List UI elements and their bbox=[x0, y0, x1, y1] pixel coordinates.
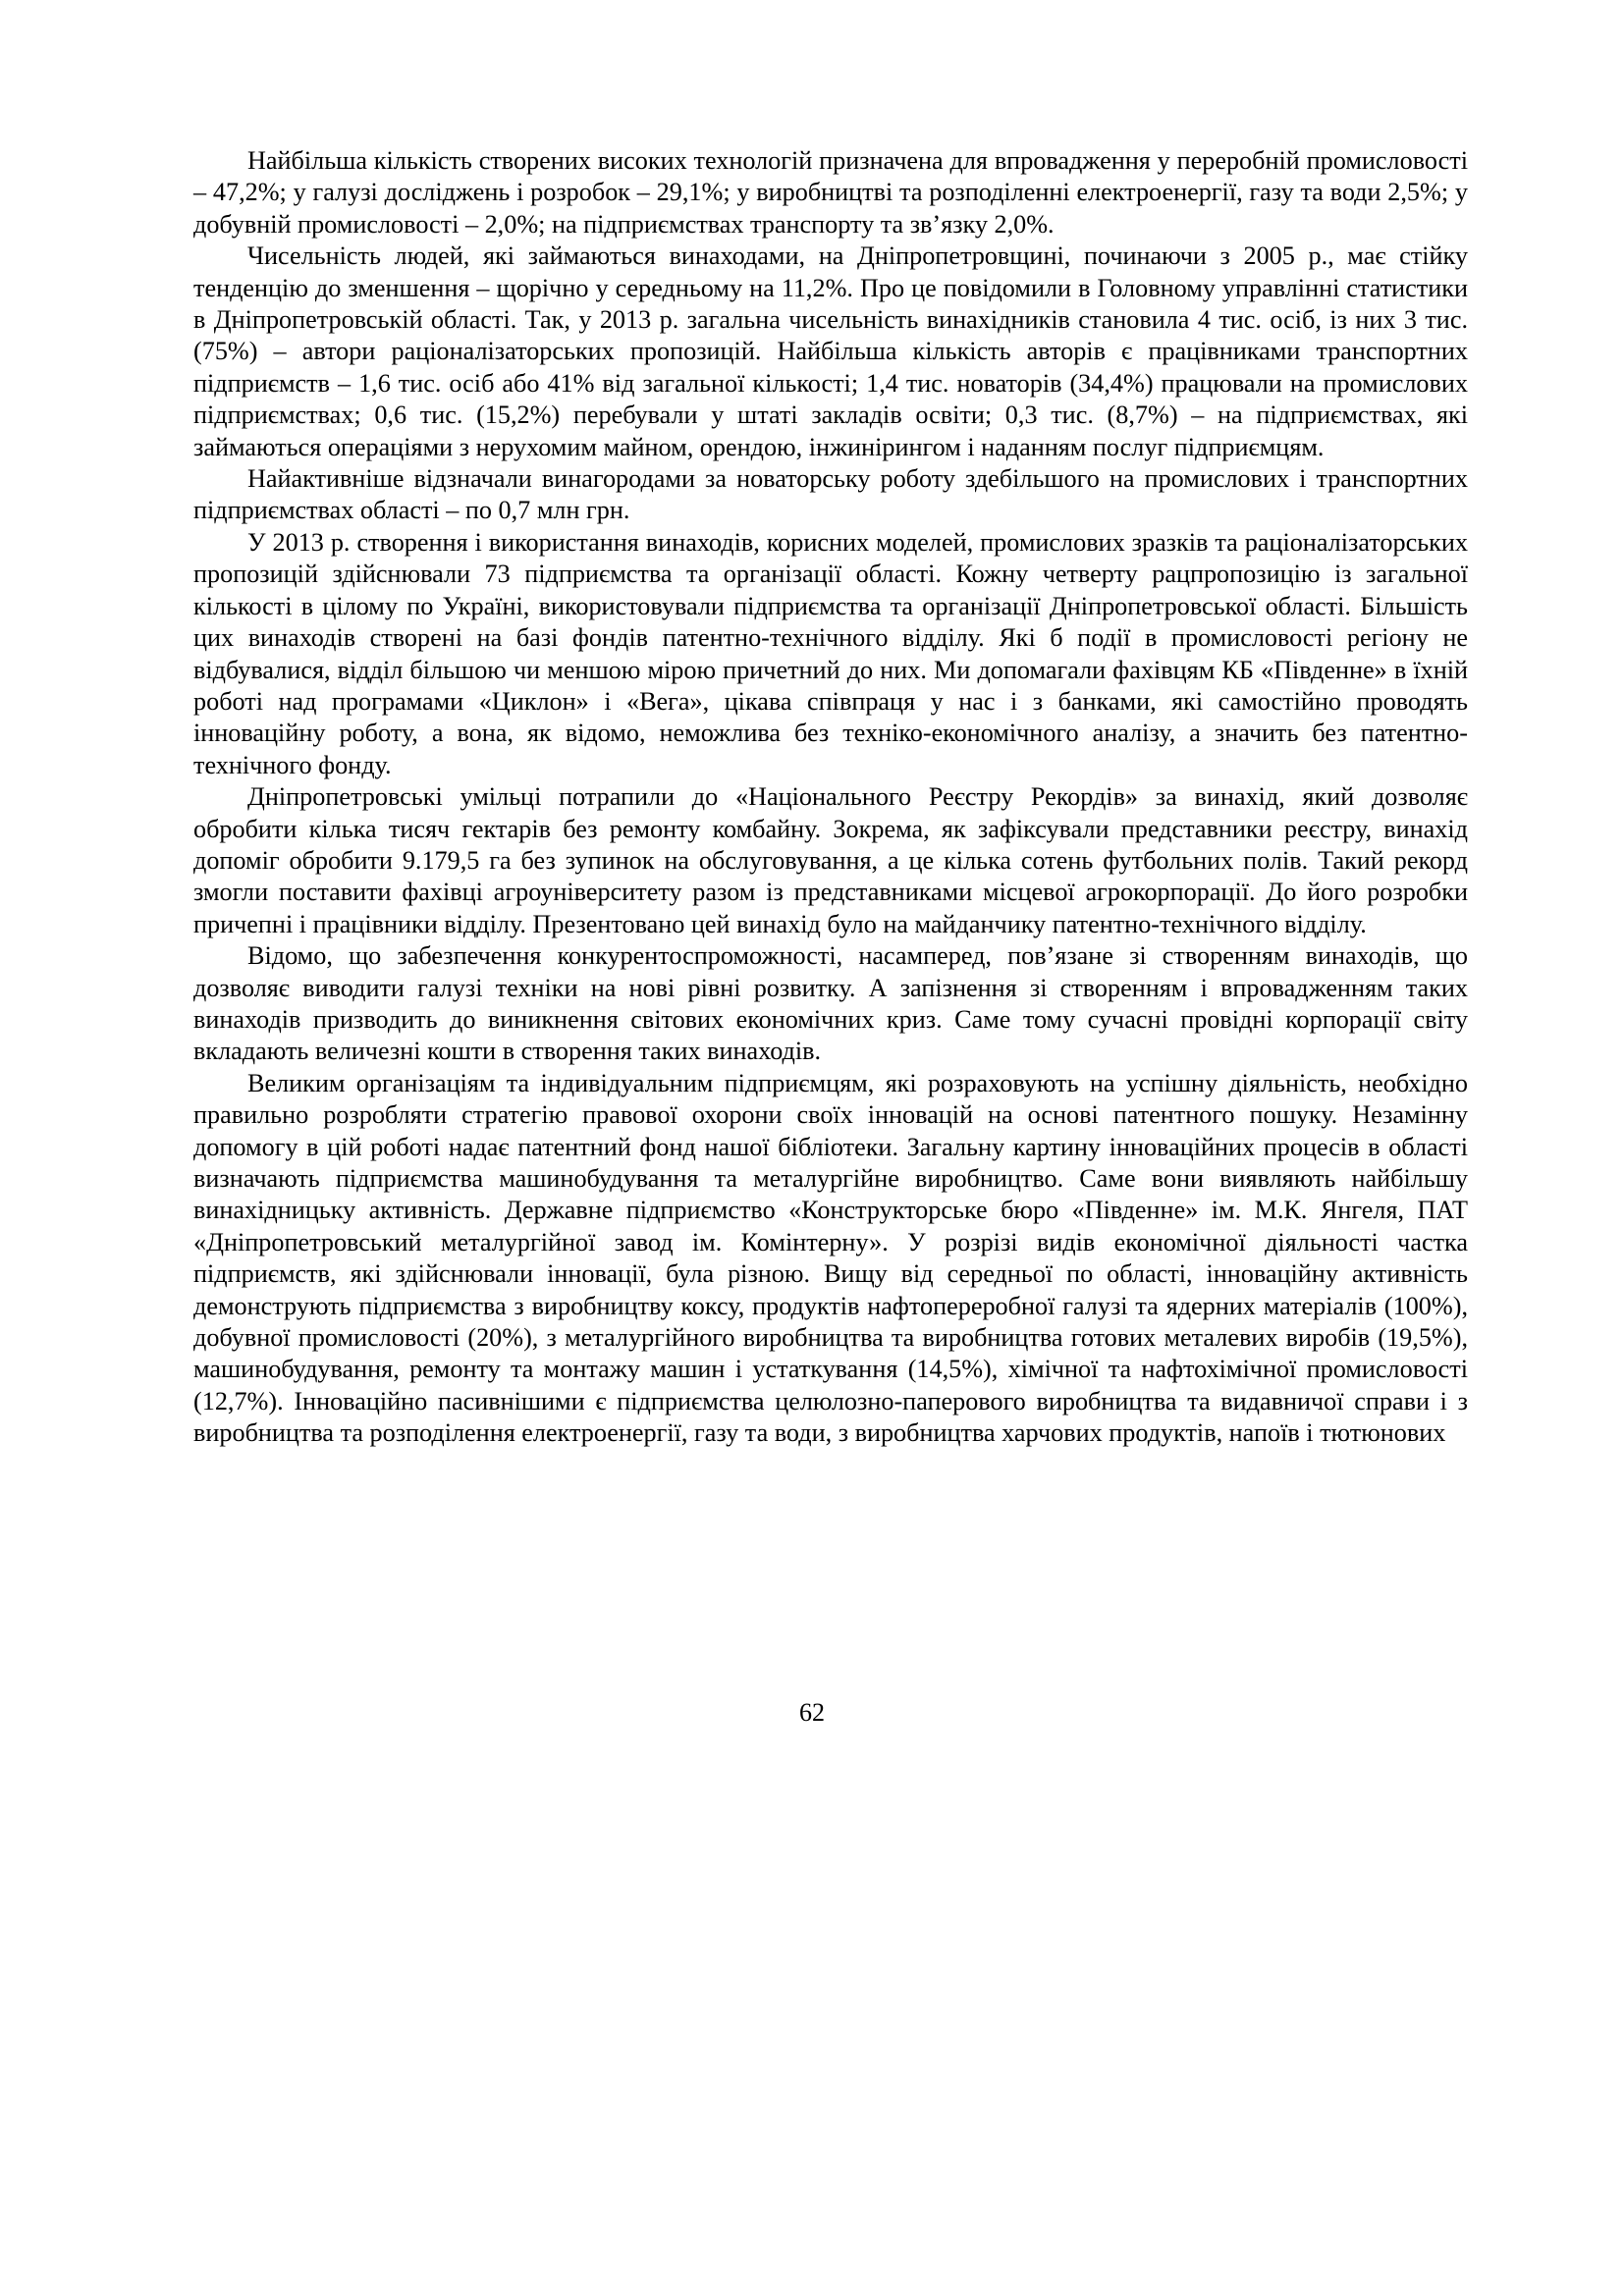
paragraph: У 2013 р. створення і використання винаходів, корисних моделей, промислових зразків та раціоналізаторських пропозицій здійснювали 73 підприємства та організації області. Кожну четверту рацпропозицію із загальної кількості в цілому по Україні, використовували підприємства та організації Дніпропетровської області. Більшість цих винаходів створені на базі фондів патентно-технічного відділу. Які б події в промисловості регіону не відбувалися, відділ більшою чи меншою мірою причетний до них. Ми допомагали фахівцям КБ «Південне» в їхній роботі над програмами «Циклон» і «Вега», цікава співпраця у нас і з банками, які самостійно проводять інноваційну роботу, а вона, як відомо, неможлива без техніко-економічного аналізу, а значить без патентно-технічного фонду. bbox=[193, 527, 1468, 779]
paragraph: Чисельність людей, які займаються винаходами, на Дніпропетровщині, починаючи з 2005 р., має стійку тенденцію до зменшення – щорічно у середньому на 11,2%. Про це повідомили в Головному управлінні статистики в Дніпропетровській області. Так, у 2013 р. загальна чисельність винахідників становила 4 тис. осіб, із них 3 тис. (75%) – автори раціоналізаторських пропозицій. Найбільша кількість авторів є працівниками транспортних підприємств – 1,6 тис. осіб або 41% від загальної кількості; 1,4 тис. новаторів (34,4%) працювали на промислових підприємствах; 0,6 тис. (15,2%) перебували у штаті закладів освіти; 0,3 тис. (8,7%) – на підприємствах, які займаються операціями з нерухомим майном, орендою, інжинірингом і наданням послуг підприємцям. bbox=[193, 241, 1468, 461]
page-number: 62 bbox=[799, 1698, 825, 1727]
paragraph: Найактивніше відзначали винагородами за новаторську роботу здебільшого на промислових і транспортних підприємствах області – по 0,7 млн грн. bbox=[193, 464, 1468, 525]
paragraph: Дніпропетровські умільці потрапили до «Національного Реєстру Рекордів» за винахід, який дозволяє обробити кілька тисяч гектарів без ремонту комбайну. Зокрема, як зафіксували представники реєстру, винахід допоміг обробити 9.179,5 га без зупинок на обслуговування, а це кілька сотень футбольних полів. Такий рекорд змогли поставити фахівці агроуніверситету разом із представниками місцевої агрокорпорації. До його розробки причепні і працівники відділу. Презентовано цей винахід було на майданчику патентно-технічного відділу. bbox=[193, 782, 1468, 938]
paragraph: Відомо, що забезпечення конкурентоспроможності, насамперед, пов’язане зі створенням винаходів, що дозволяє виводити галузі техніки на нові рівні розвитку. А запізнення зі створенням і впровадженням таких винаходів призводить до виникнення світових економічних криз. Саме тому сучасні провідні корпорації світу вкладають величезні кошти в створення таких винаходів. bbox=[193, 941, 1468, 1066]
paragraph: Найбільша кількість створених високих технологій призначена для впровадження у переробній промисловості – 47,2%; у галузі досліджень і розробок – 29,1%; у виробництві та розподіленні електроенергії, газу та води 2,5%; у добувній промисловості – 2,0%; на підприємствах транспорту та зв’язку 2,0%. bbox=[193, 146, 1468, 239]
document-body bbox=[193, 145, 1468, 1450]
paragraph: Великим організаціям та індивідуальним підприємцям, які розраховують на успішну діяльність, необхідно правильно розробляти стратегію правової охорони своїх інновацій на основі патентного пошуку. Незамінну допомогу в цій роботі надає патентний фонд нашої бібліотеки. Загальну картину інноваційних процесів в області визначають підприємства машинобудування та металургійне виробництво. Саме вони виявляють найбільшу винахідницьку активність. Державне підприємство «Конструкторське бюро «Південне» ім. М.К. Янгеля, ПАТ «Дніпропетровський металургійної завод ім. Комінтерну». У розрізі видів економічної діяльності частка підприємств, які здійснювали інновації, була різною. Вищу від середньої по області, інноваційну активність демонструють підприємства з виробництву коксу, продуктів нафтопереробної галузі та ядерних матеріалів (100%), добувної промисловості (20%), з металургійного виробництва та виробництва готових металевих виробів (19,5%), машинобудування, ремонту та монтажу машин і устаткування (14,5%), хімічної та нафтохімічної промисловості (12,7%). Інноваційно пасивнішими є підприємства целюлозно-паперового виробництва та видавничої справи і з виробництва та розподілення електроенергії, газу та води, з виробництва харчових продуктів, напоїв і тютюнових bbox=[193, 1068, 1468, 1448]
